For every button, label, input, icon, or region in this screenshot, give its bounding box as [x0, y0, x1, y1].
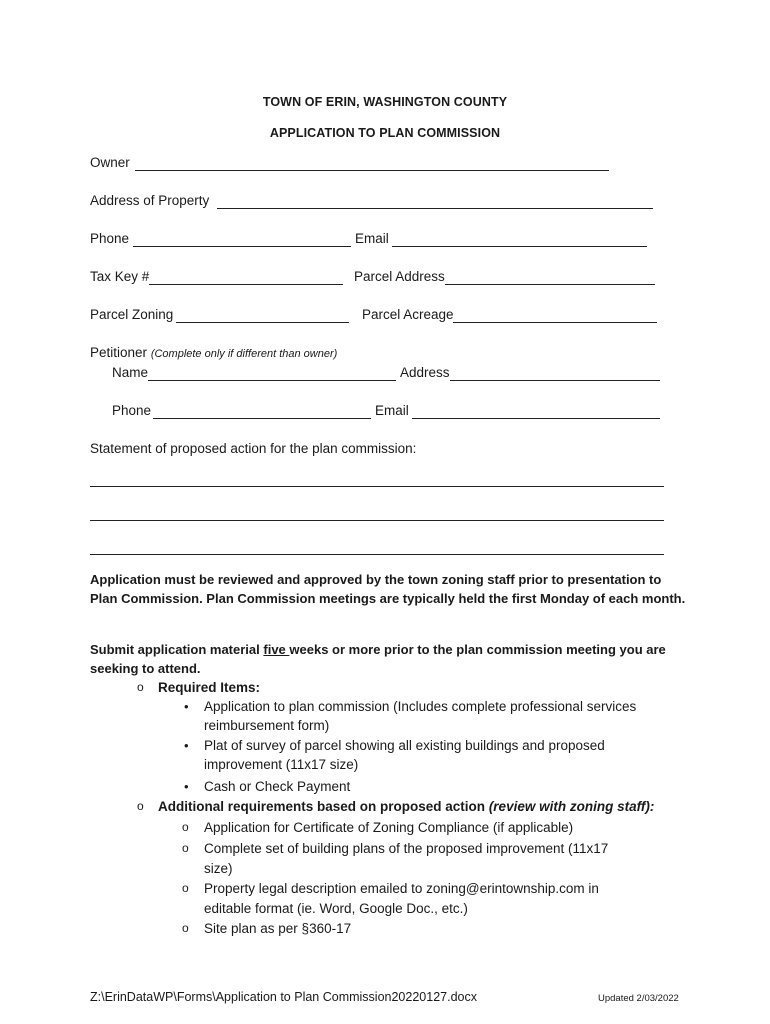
additional-item-bullet: o — [182, 881, 189, 895]
required-item-bullet: • — [184, 738, 189, 753]
additional-item-4: Site plan as per §360-17 — [204, 921, 352, 936]
additional-item-3: Property legal description emailed to zoning@erintownship.com in — [204, 881, 599, 896]
required-item-bullet: • — [184, 779, 189, 794]
phone-field[interactable] — [133, 232, 351, 247]
petitioner-phone-field[interactable] — [153, 404, 371, 419]
additional-item-2: Complete set of building plans of the proposed improvement (11x17 — [204, 841, 609, 856]
parcel-address-field[interactable] — [445, 270, 655, 285]
footer-updated-date: Updated 2/03/2022 — [598, 993, 679, 1004]
parcel-acreage-label: Parcel Acreage — [362, 307, 454, 322]
email-field[interactable] — [392, 232, 647, 247]
additional-item-2-cont: size) — [204, 861, 233, 876]
owner-field[interactable] — [135, 156, 609, 171]
required-item-1: Application to plan commission (Includes complete professional services — [204, 699, 637, 714]
petitioner-address-field[interactable] — [450, 366, 660, 381]
additional-heading: Additional requirements based on proposed action — [158, 799, 486, 814]
parcel-address-label: Parcel Address — [354, 269, 445, 284]
owner-label: Owner — [90, 155, 130, 170]
required-item-2: Plat of survey of parcel showing all existing buildings and proposed — [204, 738, 605, 753]
petitioner-email-field[interactable] — [412, 404, 660, 419]
parcel-zoning-field[interactable] — [176, 308, 349, 323]
submit-prefix: Submit application material — [90, 642, 264, 657]
petitioner-phone-label: Phone — [112, 403, 152, 418]
property-address-label: Address of Property — [90, 193, 210, 208]
additional-item-bullet: o — [182, 921, 189, 935]
additional-bullet: o — [137, 799, 144, 813]
required-item-2-cont: improvement (11x17 size) — [204, 757, 359, 772]
additional-item-bullet: o — [182, 841, 189, 855]
petitioner-hint: (Complete only if different than owner) — [150, 348, 338, 360]
additional-heading-line — [158, 797, 654, 817]
footer-file-path: Z:\ErinDataWP\Forms\Application to Plan Commission20220127.docx — [90, 990, 477, 1004]
petitioner-name-label: Name — [112, 365, 149, 380]
phone-label: Phone — [90, 231, 130, 246]
taxkey-field[interactable] — [149, 270, 343, 285]
document-title: TOWN OF ERIN, WASHINGTON COUNTY — [262, 95, 508, 109]
petitioner-heading — [90, 345, 337, 360]
required-item-1-cont: reimbursement form) — [204, 718, 330, 733]
additional-item-bullet: o — [182, 820, 189, 834]
petitioner-label: Petitioner — [90, 345, 148, 360]
submit-suffix: weeks or more prior to the plan commission meeting you are seeking to attend. — [90, 642, 666, 676]
statement-label: Statement of proposed action for the plan commission: — [90, 441, 417, 456]
additional-heading-note: (review with zoning staff): — [488, 799, 655, 814]
required-heading: Required Items: — [158, 680, 261, 695]
parcel-zoning-label: Parcel Zoning — [90, 307, 174, 322]
property-address-field[interactable] — [217, 194, 653, 209]
submit-emphasis: five — [263, 642, 290, 657]
statement-line-2[interactable] — [90, 506, 664, 521]
review-notice: Application must be reviewed and approved by the town zoning staff prior to presentation to Plan Commission. Plan Commission meetings are typically held the first Monday of each month. — [90, 572, 686, 606]
required-bullet: o — [137, 680, 144, 694]
submit-notice — [90, 640, 688, 678]
parcel-acreage-field[interactable] — [453, 308, 657, 323]
email-label: Email — [355, 231, 389, 246]
petitioner-address-label: Address — [400, 365, 450, 380]
statement-line-3[interactable] — [90, 540, 664, 555]
statement-line-1[interactable] — [90, 472, 664, 487]
required-item-3: Cash or Check Payment — [204, 779, 351, 794]
additional-item-1: Application for Certificate of Zoning Compliance (if applicable) — [204, 820, 574, 835]
petitioner-email-label: Email — [375, 403, 409, 418]
taxkey-label: Tax Key # — [90, 269, 150, 284]
required-item-bullet: • — [184, 699, 189, 714]
document-subtitle: APPLICATION TO PLAN COMMISSION — [269, 126, 501, 140]
petitioner-name-field[interactable] — [148, 366, 396, 381]
additional-item-3-cont: editable format (ie. Word, Google Doc., etc.) — [204, 901, 468, 916]
